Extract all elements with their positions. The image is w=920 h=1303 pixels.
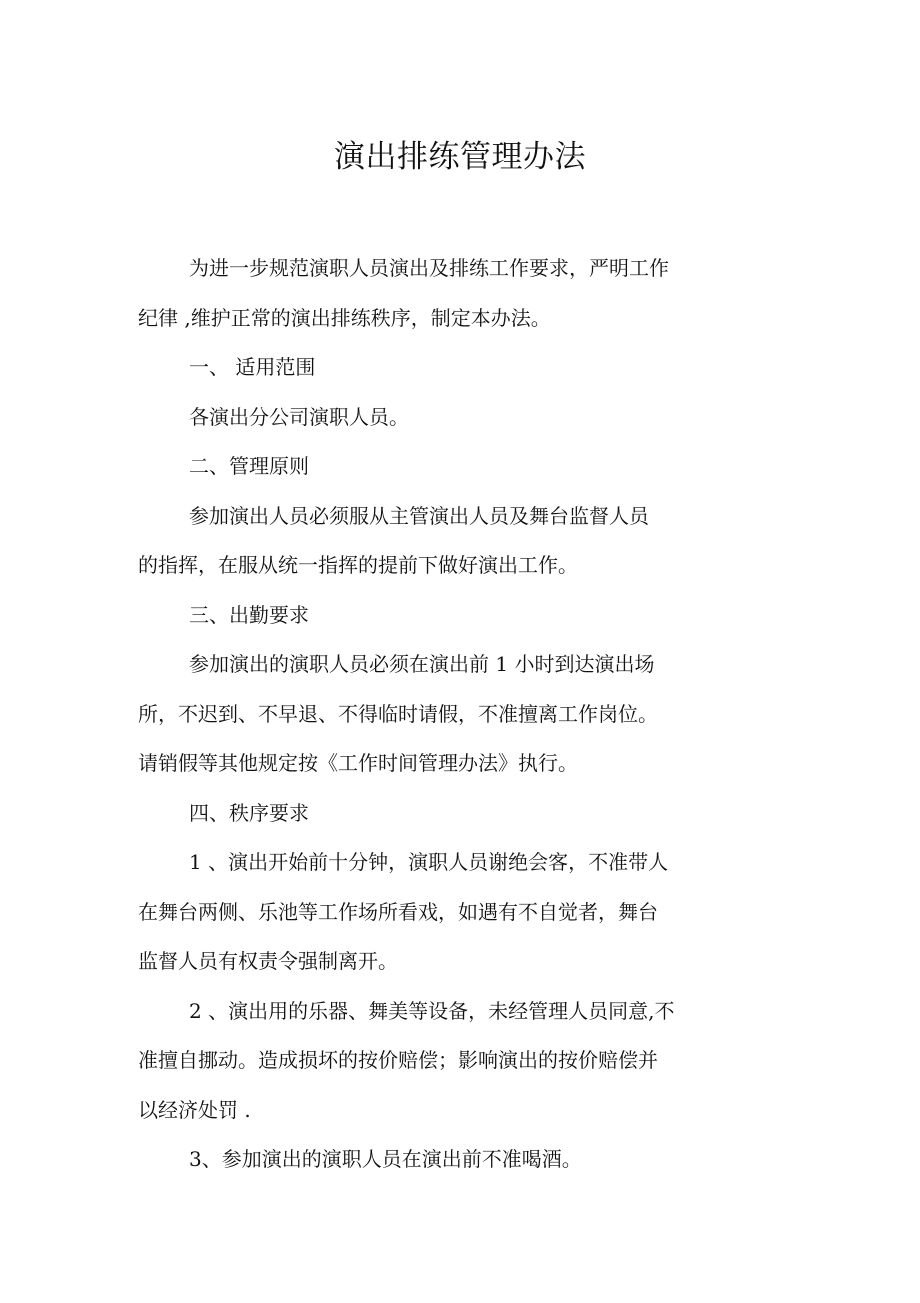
order-rule-1-line-3: 监督人员有权责令强制离开。 bbox=[138, 949, 398, 973]
order-rule-2-line-1: 2 、演出用的乐器、舞美等设备，未经管理人员同意,不 bbox=[189, 999, 675, 1023]
principles-paragraph-line-1: 参加演出人员必须服从主管演出人员及舞台监督人员 bbox=[189, 504, 649, 528]
section-heading-principles: 二、管理原则 bbox=[189, 454, 309, 478]
attendance-paragraph-line-3: 请销假等其他规定按《工作时间管理办法》执行。 bbox=[138, 751, 578, 775]
order-rule-1-line-2: 在舞台两侧、乐池等工作场所看戏，如遇有不自觉者，舞台 bbox=[138, 900, 658, 924]
order-rule-2-line-2: 准擅自挪动。造成损坏的按价赔偿；影响演出的按价赔偿并 bbox=[138, 1048, 658, 1072]
attendance-paragraph-line-1: 参加演出的演职人员必须在演出前 1 小时到达演出场 bbox=[189, 652, 655, 676]
order-rule-2-line-3: 以经济处罚 . bbox=[138, 1098, 251, 1122]
scope-paragraph-line-1: 各演出分公司演职人员。 bbox=[189, 405, 409, 429]
intro-paragraph-line-2: 纪律 ,维护正常的演出排练秩序，制定本办法。 bbox=[138, 306, 551, 330]
attendance-paragraph-line-2: 所，不迟到、不早退、不得临时请假，不准擅离工作岗位。 bbox=[138, 702, 658, 726]
order-rule-3-line-1: 3、参加演出的演职人员在演出前不准喝酒。 bbox=[189, 1147, 582, 1171]
intro-paragraph-line-1: 为进一步规范演职人员演出及排练工作要求，严明工作 bbox=[189, 256, 669, 280]
principles-paragraph-line-2: 的指挥，在服从统一指挥的提前下做好演出工作。 bbox=[138, 553, 578, 577]
section-heading-order: 四、秩序要求 bbox=[189, 801, 309, 825]
section-heading-attendance: 三、出勤要求 bbox=[189, 603, 309, 627]
section-heading-scope: 一、 适用范围 bbox=[189, 355, 316, 379]
document-title: 演出排练管理办法 bbox=[334, 139, 586, 175]
order-rule-1-line-1: 1 、演出开始前十分钟，演职人员谢绝会客，不准带人 bbox=[189, 850, 669, 874]
